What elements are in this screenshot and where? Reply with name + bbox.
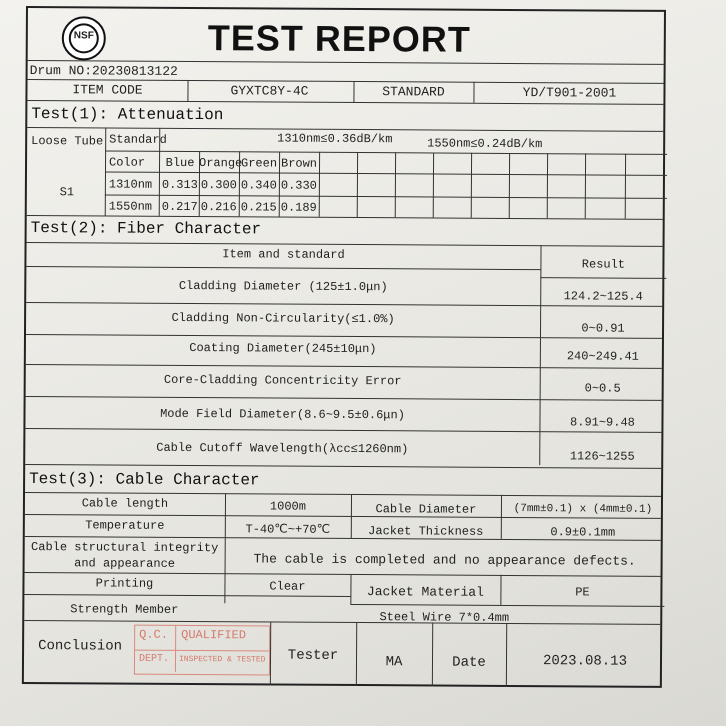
fiber-row-item: Cladding Non-Circularity(≤1.0%) [171, 310, 395, 327]
strength-value: Steel Wire 7*0.4mm [379, 610, 510, 625]
wl-1310: 1310nm [108, 177, 153, 192]
fiber-row-item: Coating Diameter(245±10μn) [189, 341, 377, 357]
cell-1550-brown: 0.189 [280, 200, 317, 215]
temperature-label: Temperature [85, 518, 165, 533]
cell-1310-blue: 0.313 [161, 177, 198, 193]
cable-length-value: 1000m [269, 499, 306, 514]
date-label: Date [452, 654, 486, 671]
item-code-label: ITEM CODE [72, 82, 143, 98]
fiber-row-result: 1126~1255 [569, 449, 635, 464]
fiber-row-result: 240~249.41 [566, 349, 639, 364]
vline [471, 153, 472, 218]
rule-color [105, 171, 667, 175]
fiber-row-item: Core-Cladding Concentricity Error [163, 372, 402, 389]
cable-diameter-value: (7mm±0.1) x (4mm±0.1) [513, 502, 653, 516]
temperature-value: T-40℃~+70℃ [245, 522, 331, 537]
integrity-label-1: Cable structural integrity [31, 540, 219, 556]
rule-item [27, 100, 663, 105]
fiber-row-result: 124.2~125.4 [563, 289, 643, 304]
logo-text: NSF [73, 30, 94, 42]
item-code-value: GYXTC8Y-4C [230, 83, 309, 99]
rule-1310 [105, 194, 667, 198]
conclusion-label: Conclusion [38, 638, 123, 655]
standard-value: YD/T901-2001 [522, 85, 617, 101]
fiber-row-result: 8.91~9.48 [570, 415, 635, 430]
col-item-header: Item and standard [222, 247, 345, 262]
rule-standard [105, 150, 667, 154]
vline [547, 153, 548, 218]
printing-value: Clear [269, 579, 306, 594]
std-1310: 1310nm≤0.36dB/km [277, 131, 393, 147]
cable-diameter-label: Cable Diameter [375, 502, 477, 517]
jacket-thickness-value: 0.9±0.1mm [550, 525, 616, 540]
color-orange: Orange [199, 156, 243, 171]
color-green: Green [240, 156, 278, 171]
integrity-label-2: and appearance [74, 556, 176, 571]
cable-length-label: Cable length [81, 496, 169, 511]
stamp-inspected-text: INSPECTED & TESTED [178, 654, 266, 665]
cell-1550-blue: 0.217 [161, 199, 198, 215]
stamp-qc-text: Q.C. [139, 627, 169, 642]
fiber-row-item: Mode Field Diameter(8.6~9.5±0.6μn) [160, 406, 405, 423]
page-title: TEST REPORT [207, 17, 471, 60]
tube-s1: S1 [59, 185, 75, 200]
printing-label: Printing [95, 576, 154, 591]
drum-number: Drum NO:20230813122 [29, 63, 178, 79]
cell-1310-brown: 0.330 [280, 178, 317, 193]
fiber-row-result: 0~0.5 [584, 381, 621, 396]
rule-fiber-row [26, 364, 662, 369]
tester-label: Tester [287, 647, 339, 664]
vline [395, 152, 396, 217]
test2-title: Test(2): Fiber Character [30, 219, 262, 239]
date-value: 2023.08.13 [542, 653, 628, 670]
strength-label: Strength Member [70, 602, 179, 617]
rule-jacket-material [350, 604, 664, 607]
cell-1310-orange: 0.300 [200, 178, 237, 193]
color-brown: Brown [280, 156, 318, 171]
test3-title: Test(3): Cable Character [29, 470, 260, 490]
cell-1310-green: 0.340 [240, 178, 277, 193]
test-report-document [22, 6, 666, 688]
rule-result-header [540, 277, 666, 279]
stamp-qualified-text: QUALIFIED [181, 627, 247, 643]
test1-title: Test(1): Attenuation [31, 105, 224, 125]
col-result-header: Result [581, 257, 626, 272]
jacket-material-value: PE [575, 585, 590, 600]
integrity-value: The cable is completed and no appearance defects. [253, 551, 636, 569]
vline [357, 152, 358, 217]
cell-1550-orange: 0.216 [200, 200, 237, 215]
vline [187, 80, 188, 101]
rule-printing [24, 594, 350, 597]
rule-fiber-row [26, 396, 662, 401]
company-logo [62, 16, 106, 60]
vline [433, 152, 434, 217]
standard-label: STANDARD [382, 84, 445, 100]
standard-row-label: Standard [109, 132, 167, 147]
vline [509, 153, 510, 218]
rule-test2-end [25, 464, 661, 469]
color-blue: Blue [165, 155, 195, 171]
jacket-material-label: Jacket Material [366, 584, 484, 600]
vline [585, 153, 586, 218]
std-1550: 1550nm≤0.24dB/km [427, 136, 543, 152]
report-header [28, 8, 664, 62]
vline [319, 152, 320, 217]
wl-1550: 1550nm [108, 199, 153, 214]
fiber-row-item: Cable Cutoff Wavelength(λcc≤1260nm) [156, 440, 409, 457]
tester-value: MA [385, 654, 403, 671]
fiber-row-result: 0~0.91 [581, 321, 625, 336]
qc-qualified-stamp [134, 625, 270, 676]
loose-tube-label: Loose Tube [31, 134, 104, 149]
vline [625, 154, 626, 219]
jacket-thickness-label: Jacket Thickness [368, 524, 484, 539]
fiber-row-item: Cladding Diameter (125±1.0μn) [178, 278, 388, 295]
stamp-dept-text: DEPT. [138, 653, 170, 665]
rule-item-header [26, 266, 540, 270]
color-label: Color [109, 155, 146, 170]
cell-1550-green: 0.215 [240, 200, 277, 215]
